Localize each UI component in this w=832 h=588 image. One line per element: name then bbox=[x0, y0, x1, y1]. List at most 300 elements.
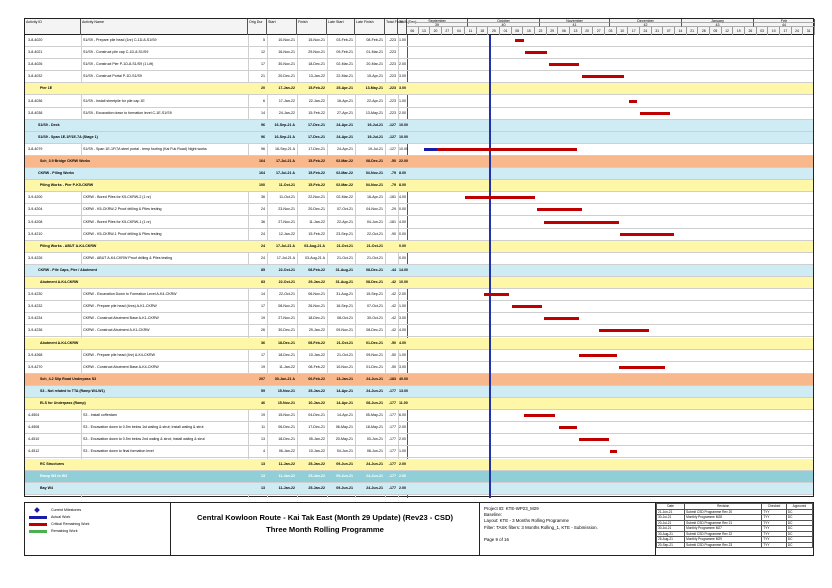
week-label: 08 bbox=[512, 27, 524, 35]
revision-cell: TYY bbox=[762, 515, 787, 521]
cell-id: 4-4512 bbox=[28, 449, 40, 454]
cell-lf: 05-May-21 bbox=[365, 413, 383, 418]
cell-name: S1/S9 - Install sheetpile for pile cap 1E bbox=[83, 98, 145, 103]
week-label: 13 bbox=[419, 27, 431, 35]
cell-id: 3-8-4021 bbox=[28, 50, 43, 55]
cell-dur: 13 bbox=[261, 461, 265, 466]
activity-row[interactable] bbox=[25, 289, 813, 301]
cell-pct: 2.00 bbox=[399, 110, 406, 115]
gantt-bar[interactable] bbox=[465, 196, 535, 199]
gantt-bar[interactable] bbox=[579, 438, 609, 441]
cell-pct: 2.00 bbox=[399, 292, 406, 297]
activity-row[interactable] bbox=[25, 434, 813, 446]
cell-finish: 29-Jan-22 bbox=[308, 280, 325, 284]
activity-row[interactable] bbox=[25, 59, 813, 71]
revision-cell: TYY bbox=[762, 526, 787, 532]
cell-pct: 4.00 bbox=[399, 219, 406, 224]
cell-pct: 3.00 bbox=[399, 86, 406, 91]
activity-row[interactable] bbox=[25, 229, 813, 241]
cell-pct: 0.00 bbox=[399, 207, 406, 212]
cell-start: 17-Jul-21 A bbox=[275, 171, 295, 176]
cell-finish: 08-Feb-22 bbox=[308, 364, 325, 369]
cell-lf: 24-Jun-21 bbox=[366, 376, 383, 381]
cell-start: 27-Nov-21 bbox=[278, 219, 295, 224]
revision-cell: 30-Aug-21 bbox=[657, 531, 685, 537]
gantt-bar[interactable] bbox=[537, 208, 582, 211]
gantt-bar[interactable] bbox=[629, 100, 637, 103]
cell-pct: 0.00 bbox=[399, 243, 406, 248]
gantt-bar[interactable] bbox=[599, 329, 649, 332]
cell-id: 3-9-4204 bbox=[28, 207, 43, 212]
cell-name: CKRW - Excavation Down to Formation Level A-K4-CKRW bbox=[83, 292, 177, 297]
cell-pct: 10.00 bbox=[399, 280, 408, 284]
cell-tf: -223 bbox=[388, 38, 396, 42]
group-row[interactable] bbox=[25, 83, 813, 95]
cell-pct: 3.00 bbox=[399, 316, 406, 321]
group-row[interactable] bbox=[25, 265, 813, 277]
cell-name: Ramp W4 to W3 bbox=[40, 473, 68, 478]
cell-ls: 02-Mar-22 bbox=[336, 159, 353, 163]
cell-tf: -90 bbox=[390, 231, 396, 236]
week-label: 11 bbox=[465, 27, 477, 35]
gantt-bar[interactable] bbox=[610, 450, 617, 453]
cell-ls: 31-Aug-21 bbox=[336, 292, 353, 297]
cell-pct: 10.00 bbox=[399, 122, 408, 127]
revision-header: Checked bbox=[762, 504, 787, 510]
cell-start: 15-Nov-21 bbox=[278, 413, 295, 418]
cell-dur: 207 bbox=[259, 376, 265, 381]
cell-lf: 07-Oct-21 bbox=[367, 304, 383, 309]
group-row[interactable] bbox=[25, 471, 813, 483]
cell-name: S1/S9 - Excavation down to formation level C-1E-S1/S9 bbox=[83, 110, 172, 115]
group-row[interactable] bbox=[25, 386, 813, 398]
revision-cell: DC bbox=[786, 531, 812, 537]
group-row[interactable] bbox=[25, 156, 813, 168]
activity-row[interactable] bbox=[25, 313, 813, 325]
cell-dur: 36 bbox=[261, 195, 265, 200]
activity-row[interactable] bbox=[25, 410, 813, 422]
cell-ls: 16-Sep-21 bbox=[336, 304, 353, 309]
cell-tf: -127 bbox=[388, 122, 396, 127]
legend-swatch bbox=[34, 507, 40, 513]
cell-name: Sch_4.2 Slip Road Underpass S3 bbox=[40, 376, 97, 381]
week-label: 18 bbox=[477, 27, 489, 35]
month-label: Feb bbox=[754, 19, 815, 23]
group-row[interactable] bbox=[25, 132, 813, 144]
cell-lf: 04-Nov-21 bbox=[365, 183, 383, 188]
cell-pct: 4.00 bbox=[399, 328, 406, 333]
cell-dur: 19 bbox=[261, 364, 265, 369]
cell-ls: 09-Jun-21 bbox=[336, 473, 353, 478]
cell-start: 22-Oct-21 bbox=[278, 267, 295, 272]
cell-tf: -181 bbox=[388, 195, 396, 200]
cell-dur: 24 bbox=[261, 231, 265, 236]
cell-start: 15-Nov-21 bbox=[277, 401, 295, 405]
revision-cell: TYY bbox=[762, 542, 787, 548]
cell-finish: 18-Dec-21 bbox=[308, 316, 325, 321]
cell-finish: 26-Nov-21 bbox=[308, 304, 325, 309]
gantt-bar[interactable] bbox=[544, 221, 619, 224]
cell-dur: 83 bbox=[261, 280, 265, 284]
month-label: January bbox=[682, 19, 754, 23]
cell-tf: -42 bbox=[390, 292, 396, 297]
title-line-1: Central Kowloon Route - Kai Tak East (Month 29 Update) (Rev23 - CSD) bbox=[197, 513, 453, 522]
cell-name: Piling Works - Pier P-K5-CKRW bbox=[40, 183, 94, 188]
week-label: 27 bbox=[442, 27, 454, 35]
cell-finish: 11-Jan-22 bbox=[309, 219, 325, 224]
cell-id: 4-4510 bbox=[28, 437, 40, 442]
cell-lf: 01-Dec-21 bbox=[366, 340, 383, 345]
cell-ls: 14-Apr-21 bbox=[337, 413, 353, 418]
cell-name: CKRW - Pile Caps, Pier / Abutment bbox=[38, 267, 97, 272]
cell-name: S3 - Install cofferdam bbox=[83, 413, 117, 418]
revision-cell: Submit CSD Programme Rev 22 bbox=[685, 531, 762, 537]
gantt-chart-frame bbox=[24, 18, 814, 497]
activity-row[interactable] bbox=[25, 108, 813, 120]
data-date-line bbox=[489, 35, 491, 498]
cell-name: S3 - Not related to TTA (Ramp W4-W1) bbox=[40, 388, 105, 393]
revision-header: Approved bbox=[786, 504, 812, 510]
cell-ls: 02-Mar-21 bbox=[336, 62, 353, 67]
cell-finish: 04-Dec-21 bbox=[308, 413, 325, 418]
activity-row[interactable] bbox=[25, 204, 813, 216]
cell-start: 18-Dec-21 bbox=[278, 352, 295, 357]
revision-cell: DC bbox=[786, 537, 812, 543]
group-row[interactable] bbox=[25, 241, 813, 253]
cell-id: 3-9-4210 bbox=[28, 231, 43, 236]
cell-tf: -177 bbox=[388, 413, 396, 418]
cell-dur: 6 bbox=[263, 98, 265, 103]
cell-start: 17-Jul-21 A bbox=[275, 159, 295, 163]
week-label: 22 bbox=[535, 27, 547, 35]
gantt-bar[interactable] bbox=[640, 112, 670, 115]
week-label: 17 bbox=[780, 27, 792, 35]
cell-start: 17-Jan-22 bbox=[278, 86, 295, 91]
activity-row[interactable] bbox=[25, 144, 813, 156]
cell-tf: -183 bbox=[388, 376, 396, 381]
activity-row[interactable] bbox=[25, 253, 813, 265]
legend-item bbox=[29, 521, 89, 527]
cell-pct: 1.00 bbox=[399, 98, 406, 103]
week-label: 13 bbox=[570, 27, 582, 35]
cell-name: CKRW - Prepare pile head (4nrs) A-K1-CKRW bbox=[83, 304, 157, 309]
legend-swatch bbox=[29, 530, 47, 533]
gantt-bar[interactable] bbox=[544, 317, 579, 320]
cell-ls: 02-Mar-22 bbox=[336, 171, 353, 176]
cell-ls: 02-Mar-22 bbox=[336, 183, 353, 188]
gantt-bar[interactable] bbox=[515, 39, 523, 42]
gantt-bar[interactable] bbox=[512, 305, 542, 308]
gantt-bar[interactable] bbox=[579, 354, 617, 357]
cell-name: Abutment A-K4-CKRW bbox=[40, 340, 79, 345]
revision-cell: TYY bbox=[762, 531, 787, 537]
cell-dur: 24 bbox=[261, 243, 265, 248]
header-finish[interactable]: Finish bbox=[297, 19, 327, 35]
cell-dur: 36 bbox=[261, 340, 265, 345]
cell-pct: 1.00 bbox=[399, 304, 406, 309]
cell-id: 3-9-4232 bbox=[28, 304, 43, 309]
revision-cell: TYY bbox=[762, 509, 787, 515]
cell-ls: 21-Oct-21 bbox=[337, 352, 353, 357]
cell-dur: 11 bbox=[261, 425, 265, 430]
revision-header: Revision bbox=[685, 504, 762, 510]
cell-pct: 0.00 bbox=[399, 231, 406, 236]
activity-row[interactable] bbox=[25, 362, 813, 374]
group-row[interactable] bbox=[25, 338, 813, 350]
cell-ls: 03-Feb-21 bbox=[336, 38, 353, 42]
cell-ls: 13-Jan-21 bbox=[336, 376, 353, 381]
cell-lf: 15-Apr-21 bbox=[367, 74, 383, 79]
cell-ls: 23-Sep-21 bbox=[336, 231, 353, 236]
cell-id: 4-4508 bbox=[28, 425, 40, 430]
cell-pct: 10.00 bbox=[399, 134, 408, 139]
cell-ls: 31-Aug-21 bbox=[335, 280, 353, 284]
cell-tf: -42 bbox=[390, 316, 396, 321]
cell-finish: 29-Jan-22 bbox=[308, 328, 325, 333]
cell-tf: -79 bbox=[390, 171, 396, 176]
week-label: 24 bbox=[640, 27, 652, 35]
month-number: 40 bbox=[468, 23, 540, 27]
week-label: 20 bbox=[430, 27, 442, 35]
cell-id: 3-8-4036 bbox=[28, 98, 43, 103]
revision-header: Date bbox=[657, 504, 685, 510]
revision-cell: TYY bbox=[762, 537, 787, 543]
activity-row[interactable] bbox=[25, 47, 813, 59]
cell-finish: 29-Nov-21 bbox=[308, 50, 325, 55]
gantt-bar[interactable] bbox=[582, 75, 624, 78]
cell-finish: 22-Nov-21 bbox=[308, 195, 325, 200]
cell-finish: 17-Dec-21 bbox=[308, 146, 325, 151]
cell-dur: 17 bbox=[261, 352, 265, 357]
cell-finish: 15-Feb-22 bbox=[308, 110, 325, 115]
cell-tf: -42 bbox=[390, 280, 396, 284]
legend-label: Remaining Work bbox=[51, 529, 78, 533]
cell-pct: 4.00 bbox=[399, 195, 406, 200]
gantt-bar[interactable] bbox=[559, 426, 577, 429]
group-row[interactable] bbox=[25, 374, 813, 386]
cell-start: 18-Dec-21 bbox=[278, 340, 295, 345]
cell-finish: 17-Dec-21 bbox=[308, 134, 325, 139]
cell-start: 30-Dec-21 bbox=[278, 328, 295, 333]
cell-pct: 14.00 bbox=[399, 267, 408, 272]
activity-row[interactable] bbox=[25, 96, 813, 108]
header-activity-name[interactable]: Activity Name bbox=[81, 19, 248, 35]
cell-lf: 08-Dec-21 bbox=[366, 280, 383, 284]
cell-name: Abutment A-K4-CKRW bbox=[40, 280, 79, 284]
legend-swatch bbox=[29, 523, 47, 526]
cell-pct: 1.00 bbox=[399, 352, 406, 357]
gantt-bar[interactable] bbox=[484, 293, 509, 296]
week-label: 31 bbox=[803, 27, 815, 35]
gantt-bar[interactable] bbox=[424, 148, 437, 151]
cell-start: 23-Nov-21 bbox=[278, 207, 295, 212]
cell-pct: 10.00 bbox=[399, 146, 408, 151]
cell-pct: 2.00 bbox=[399, 437, 406, 442]
cell-ls: 27-Apr-21 bbox=[337, 110, 353, 115]
legend-label: Actual Work bbox=[51, 515, 71, 519]
activity-row[interactable] bbox=[25, 422, 813, 434]
cell-ls: 22-Apr-21 bbox=[337, 219, 353, 224]
cell-dur: 36 bbox=[261, 219, 265, 224]
cell-start: 16-Sep-21 A bbox=[274, 134, 295, 139]
cell-pct: 4.00 bbox=[399, 340, 406, 345]
cell-dur: 13 bbox=[261, 485, 265, 490]
activity-row[interactable] bbox=[25, 350, 813, 362]
month-label: November bbox=[540, 19, 610, 23]
cell-tf: -223 bbox=[388, 62, 396, 67]
week-label: 05 bbox=[710, 27, 722, 35]
cell-lf: 08-Jun-21 bbox=[366, 401, 383, 405]
gantt-bar[interactable] bbox=[437, 148, 577, 151]
cell-name: S3 - Excavation down to 0.5m below 2nd waling & strut; Install waling & strut bbox=[83, 437, 205, 442]
month-number: 42 bbox=[610, 23, 682, 27]
revision-cell: DC bbox=[786, 520, 812, 526]
cell-ls: 09-Jun-21 bbox=[336, 461, 353, 466]
cell-dur: 13 bbox=[261, 473, 265, 478]
cell-name: Piling Works - ABUT A-K4-CKRW bbox=[40, 243, 97, 248]
cell-name: Pier 1E bbox=[40, 86, 53, 91]
gantt-bar[interactable] bbox=[525, 51, 547, 54]
revision-cell: 20-Jul-21 bbox=[657, 520, 685, 526]
cell-ls: 10-Nov-21 bbox=[336, 364, 353, 369]
group-row[interactable] bbox=[25, 180, 813, 192]
cell-lf: 15-Sep-21 bbox=[366, 292, 383, 297]
cell-tf bbox=[385, 253, 397, 264]
cell-dur: 164 bbox=[259, 171, 265, 176]
cell-tf: -50 bbox=[390, 364, 396, 369]
month-label: September bbox=[407, 19, 468, 23]
cell-finish: 15-Feb-22 bbox=[308, 171, 325, 176]
week-label: 31 bbox=[652, 27, 664, 35]
cell-name: RC Structures bbox=[40, 461, 65, 466]
cell-name: CKRW - K5-CKRW-1 Proof drilling & Piles testing bbox=[83, 231, 162, 236]
revision-cell: DC bbox=[786, 515, 812, 521]
cell-start: 06-Dec-21 bbox=[278, 425, 295, 430]
cell-ls: 16-Apr-21 bbox=[337, 98, 353, 103]
cell-start: 06-Jan-22 bbox=[278, 449, 295, 454]
cell-lf: 16-Apr-21 bbox=[367, 195, 383, 200]
cell-pct: 1.00 bbox=[399, 38, 406, 42]
cell-pct: 2.00 bbox=[399, 473, 406, 478]
group-row[interactable] bbox=[25, 120, 813, 132]
cell-pct: 13.00 bbox=[399, 388, 408, 393]
cell-tf: -223 bbox=[388, 86, 396, 91]
group-row[interactable] bbox=[25, 459, 813, 471]
cell-ls: 25-Apr-21 bbox=[336, 86, 353, 91]
cell-tf: -177 bbox=[388, 449, 396, 454]
filter-text: Filter: TASK filters: 3 Months Rolling_1, KTE - Submission. bbox=[484, 524, 598, 530]
cell-ls: 31-Aug-21 bbox=[335, 267, 353, 272]
week-label: 21 bbox=[687, 27, 699, 35]
cell-ls: 21-Oct-21 bbox=[336, 340, 353, 345]
month-label: December bbox=[610, 19, 682, 23]
header-orig-dur[interactable]: Orig Dur bbox=[248, 19, 267, 35]
gantt-bar[interactable] bbox=[620, 233, 673, 236]
activity-row[interactable] bbox=[25, 325, 813, 337]
cell-ls: 06-May-21 bbox=[335, 425, 353, 430]
week-label: 27 bbox=[594, 27, 606, 35]
header-start[interactable]: Start bbox=[267, 19, 297, 35]
cell-ls: 07-Oct-21 bbox=[337, 207, 353, 212]
cell-lf: 08-Dec-21 bbox=[366, 267, 383, 272]
cell-ls: 21-Oct-21 bbox=[337, 255, 353, 260]
header-total-float[interactable]: Total Float bbox=[385, 19, 398, 35]
group-row[interactable] bbox=[25, 398, 813, 410]
header-activity-id[interactable]: Activity ID bbox=[25, 19, 81, 35]
cell-name: S1/S9 - Construct Portal P-1D-S1/S9 bbox=[83, 74, 142, 79]
cell-name: CKRW - Bored Piles for K5-CKRW-1 (1 nr) bbox=[83, 219, 151, 224]
gantt-bar[interactable] bbox=[619, 366, 666, 369]
cell-finish: 25-Jan-22 bbox=[308, 461, 325, 466]
cell-ls: 21-Oct-21 bbox=[336, 243, 353, 248]
group-row[interactable] bbox=[25, 483, 813, 495]
cell-id: 3-9-4236 bbox=[28, 328, 43, 333]
cell-lf: 24-Jun-21 bbox=[366, 388, 383, 393]
group-row[interactable] bbox=[25, 168, 813, 180]
activity-row[interactable] bbox=[25, 35, 813, 47]
group-row[interactable] bbox=[25, 277, 813, 289]
activity-row[interactable] bbox=[25, 217, 813, 229]
cell-lf: 09-Nov-21 bbox=[366, 352, 383, 357]
activity-row[interactable] bbox=[25, 301, 813, 313]
gantt-bar[interactable] bbox=[549, 63, 579, 66]
cell-lf: 04-Nov-21 bbox=[365, 171, 383, 176]
week-label: 12 bbox=[722, 27, 734, 35]
cell-lf: 19-Jul-21 bbox=[368, 146, 383, 151]
cell-dur: 5 bbox=[263, 38, 265, 42]
cell-id: 3-9-4200 bbox=[28, 195, 43, 200]
cell-id: 3-9-4230 bbox=[28, 292, 43, 297]
cell-lf: 24-Jun-21 bbox=[366, 461, 383, 466]
cell-pct: 8.00 bbox=[399, 171, 406, 176]
activity-row[interactable] bbox=[25, 192, 813, 204]
cell-lf: 03-Jun-21 bbox=[366, 437, 383, 442]
cell-start: 20-Dec-21 bbox=[278, 74, 295, 79]
cell-lf: 08-Dec-21 bbox=[366, 159, 383, 163]
cell-start: 17-Jul-21 A bbox=[276, 255, 295, 260]
cell-finish: 15-Nov-21 bbox=[308, 38, 325, 42]
activity-row[interactable] bbox=[25, 446, 813, 458]
revision-cell: DC bbox=[786, 509, 812, 515]
revision-cell: Monthly Programme M28 bbox=[685, 515, 762, 521]
cell-id: 3-8-4038 bbox=[28, 110, 43, 115]
activity-row[interactable] bbox=[25, 71, 813, 83]
cell-id: 3-8-4020 bbox=[28, 38, 43, 42]
legend bbox=[25, 503, 171, 555]
cell-finish: 08-Feb-22 bbox=[308, 267, 325, 272]
cell-ls: 09-Feb-21 bbox=[336, 50, 353, 55]
cell-name: CKRW - ABUT A-K4-CKRW Proof drilling & Piles testing bbox=[83, 255, 173, 260]
cell-pct bbox=[398, 47, 407, 58]
cell-start: 08-Nov-21 bbox=[278, 304, 295, 309]
header-late-start[interactable]: Late Start bbox=[327, 19, 355, 35]
cell-ls: 09-Nov-21 bbox=[336, 328, 353, 333]
week-label: 28 bbox=[699, 27, 711, 35]
cell-dur: 19 bbox=[261, 413, 265, 418]
cell-name: S1/S9 - Construct Pier P-1D-8-S1/S9 (1 Lift) bbox=[83, 62, 154, 67]
header-pct[interactable]: TWA (Dec) bbox=[398, 19, 407, 35]
header-late-finish[interactable]: Late Finish bbox=[355, 19, 385, 35]
cell-pct: 11.00 bbox=[399, 401, 408, 405]
cell-finish: 25-Jan-22 bbox=[308, 473, 325, 478]
cell-dur: 12 bbox=[261, 50, 265, 55]
revision-cell: DC bbox=[786, 542, 812, 548]
cell-tf: -127 bbox=[388, 134, 396, 139]
cell-lf: 08-Dec-21 bbox=[366, 328, 383, 333]
cell-pct: 2.00 bbox=[399, 425, 406, 430]
cell-lf: 01-Mar-21 bbox=[366, 50, 383, 55]
gantt-bar[interactable] bbox=[524, 414, 556, 417]
